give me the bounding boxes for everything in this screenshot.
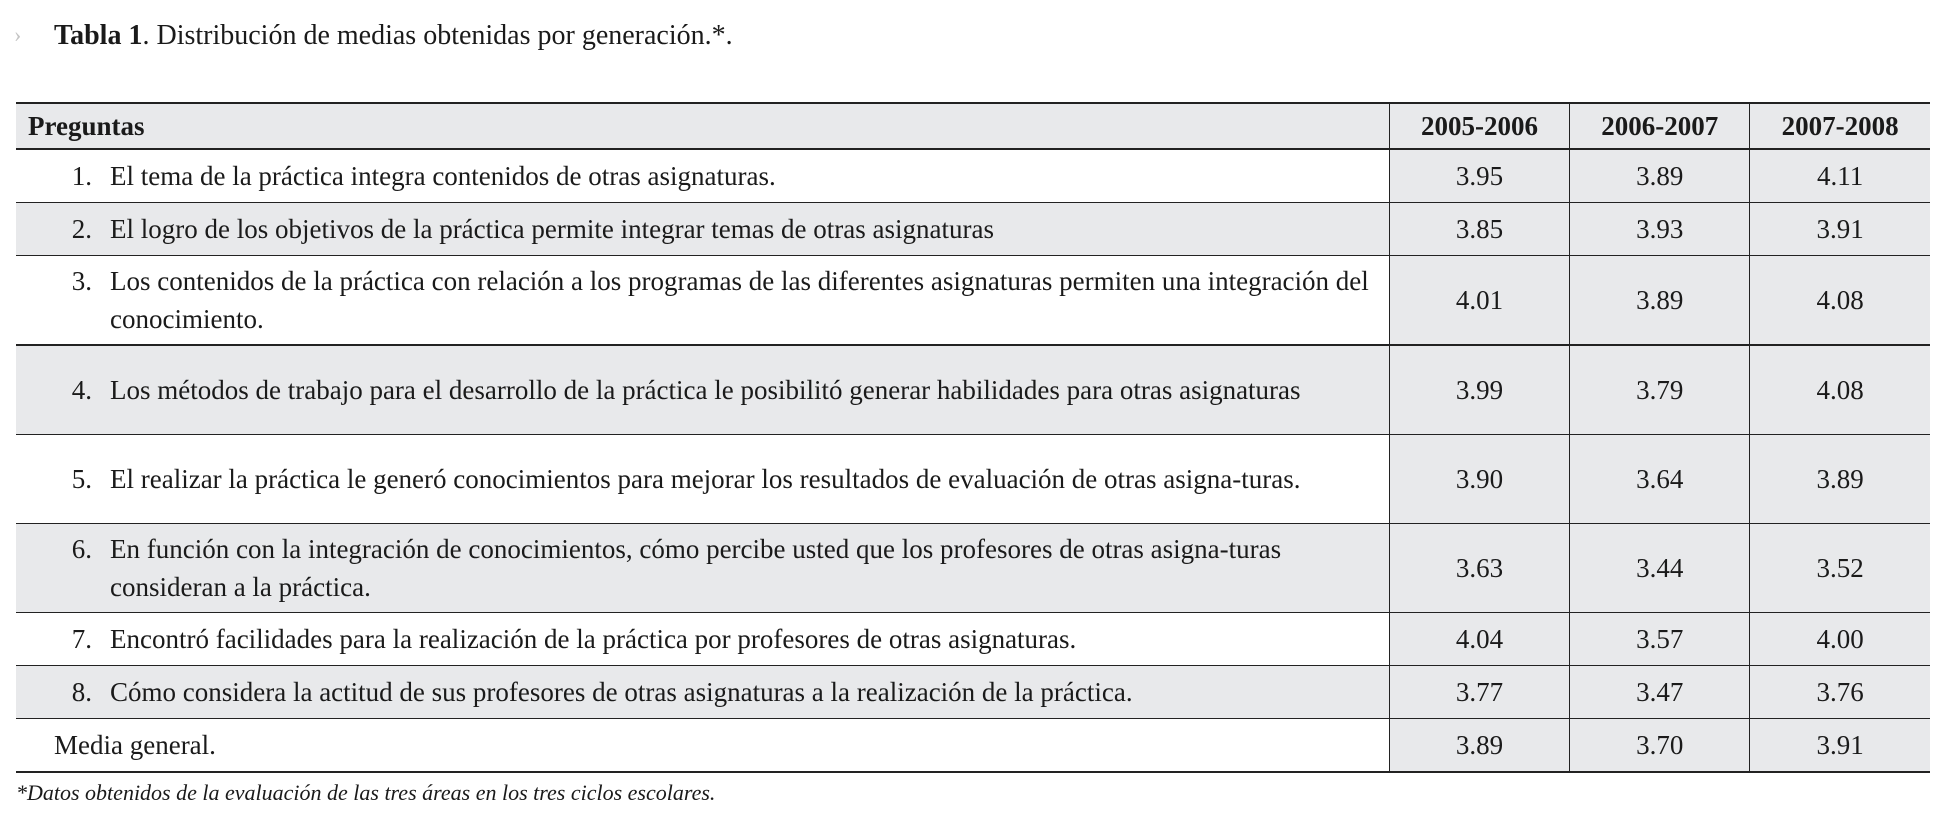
value-cell: 4.08 xyxy=(1750,256,1930,346)
table-row xyxy=(16,666,1930,719)
header-year: 2007-2008 xyxy=(1750,103,1930,149)
table-row xyxy=(16,435,1930,524)
value-cell: 3.89 xyxy=(1570,256,1750,346)
value-cell: 3.52 xyxy=(1750,524,1930,613)
summary-value-cell: 3.89 xyxy=(1389,719,1569,773)
header-year: 2006-2007 xyxy=(1570,103,1750,149)
question-cell xyxy=(16,524,1389,613)
table-row xyxy=(16,256,1930,346)
table-row xyxy=(16,524,1930,613)
value-cell: 3.47 xyxy=(1570,666,1750,719)
question-number: 8. xyxy=(71,677,92,707)
value-cell: 3.44 xyxy=(1570,524,1750,613)
question-cell xyxy=(16,613,1389,666)
value-cell: 3.76 xyxy=(1750,666,1930,719)
question-cell xyxy=(16,435,1389,524)
table-row xyxy=(16,613,1930,666)
value-cell: 3.77 xyxy=(1389,666,1569,719)
question-number: 2. xyxy=(71,214,92,244)
question-text: El tema de la práctica integra contenidos de otras asignaturas. xyxy=(110,161,776,191)
question-cell xyxy=(16,149,1389,203)
table-caption-text: . Distribución de medias obtenidas por generación.*. xyxy=(142,20,733,51)
value-cell: 3.63 xyxy=(1389,524,1569,613)
value-cell: 3.89 xyxy=(1570,149,1750,203)
value-cell: 3.89 xyxy=(1750,435,1930,524)
value-cell: 3.85 xyxy=(1389,203,1569,256)
header-year: 2005-2006 xyxy=(1389,103,1569,149)
value-cell: 3.90 xyxy=(1389,435,1569,524)
question-text: El logro de los objetivos de la práctica permite integrar temas de otras asignaturas xyxy=(110,214,994,244)
value-cell: 4.00 xyxy=(1750,613,1930,666)
means-table xyxy=(16,102,1930,773)
summary-value-cell: 3.91 xyxy=(1750,719,1930,773)
question-cell xyxy=(16,666,1389,719)
question-cell xyxy=(16,203,1389,256)
table-row xyxy=(16,345,1930,435)
table-caption-label: Tabla 1 xyxy=(54,20,143,51)
value-cell: 3.64 xyxy=(1570,435,1750,524)
question-cell xyxy=(16,345,1389,435)
value-cell: 3.91 xyxy=(1750,203,1930,256)
question-number: 6. xyxy=(71,534,92,564)
header-questions: Preguntas xyxy=(16,103,1389,149)
question-text: En función con la integración de conocimientos, cómo percibe usted que los profesores de otras asigna-turas consideran a la práctica. xyxy=(110,534,1282,602)
question-cell xyxy=(16,256,1389,346)
value-cell: 4.11 xyxy=(1750,149,1930,203)
value-cell: 4.04 xyxy=(1389,613,1569,666)
table-caption xyxy=(54,16,733,56)
question-number: 1. xyxy=(71,161,92,191)
value-cell: 3.93 xyxy=(1570,203,1750,256)
table-footnote: *Datos obtenidos de la evaluación de las tres áreas en los tres ciclos escolares. xyxy=(16,780,716,805)
summary-label-cell xyxy=(16,719,1389,773)
question-text: Los contenidos de la práctica con relación a los programas de las diferentes asignaturas permiten una integración del conocimiento. xyxy=(110,266,1369,334)
question-number: 3. xyxy=(71,266,92,296)
question-number: 7. xyxy=(71,624,92,654)
value-cell: 3.99 xyxy=(1389,345,1569,435)
caption-marker-icon: › xyxy=(14,22,22,47)
summary-value-cell: 3.70 xyxy=(1570,719,1750,773)
value-cell: 4.08 xyxy=(1750,345,1930,435)
table-row xyxy=(16,149,1930,203)
value-cell: 4.01 xyxy=(1389,256,1569,346)
question-number: 4. xyxy=(71,375,92,405)
table-row xyxy=(16,203,1930,256)
table-header-row xyxy=(16,103,1930,149)
value-cell: 3.79 xyxy=(1570,345,1750,435)
value-cell: 3.57 xyxy=(1570,613,1750,666)
summary-label: Media general. xyxy=(54,730,216,760)
value-cell: 3.95 xyxy=(1389,149,1569,203)
question-text: Encontró facilidades para la realización de la práctica por profesores de otras asignaturas. xyxy=(110,624,1077,654)
question-number: 5. xyxy=(71,464,92,494)
question-text: Los métodos de trabajo para el desarrollo de la práctica le posibilitó generar habilidades para otras asignaturas xyxy=(110,375,1301,405)
summary-row xyxy=(16,719,1930,773)
question-text: El realizar la práctica le generó conocimientos para mejorar los resultados de evaluación de otras asigna-turas. xyxy=(110,464,1301,494)
question-text: Cómo considera la actitud de sus profesores de otras asignaturas a la realización de la práctica. xyxy=(110,677,1133,707)
